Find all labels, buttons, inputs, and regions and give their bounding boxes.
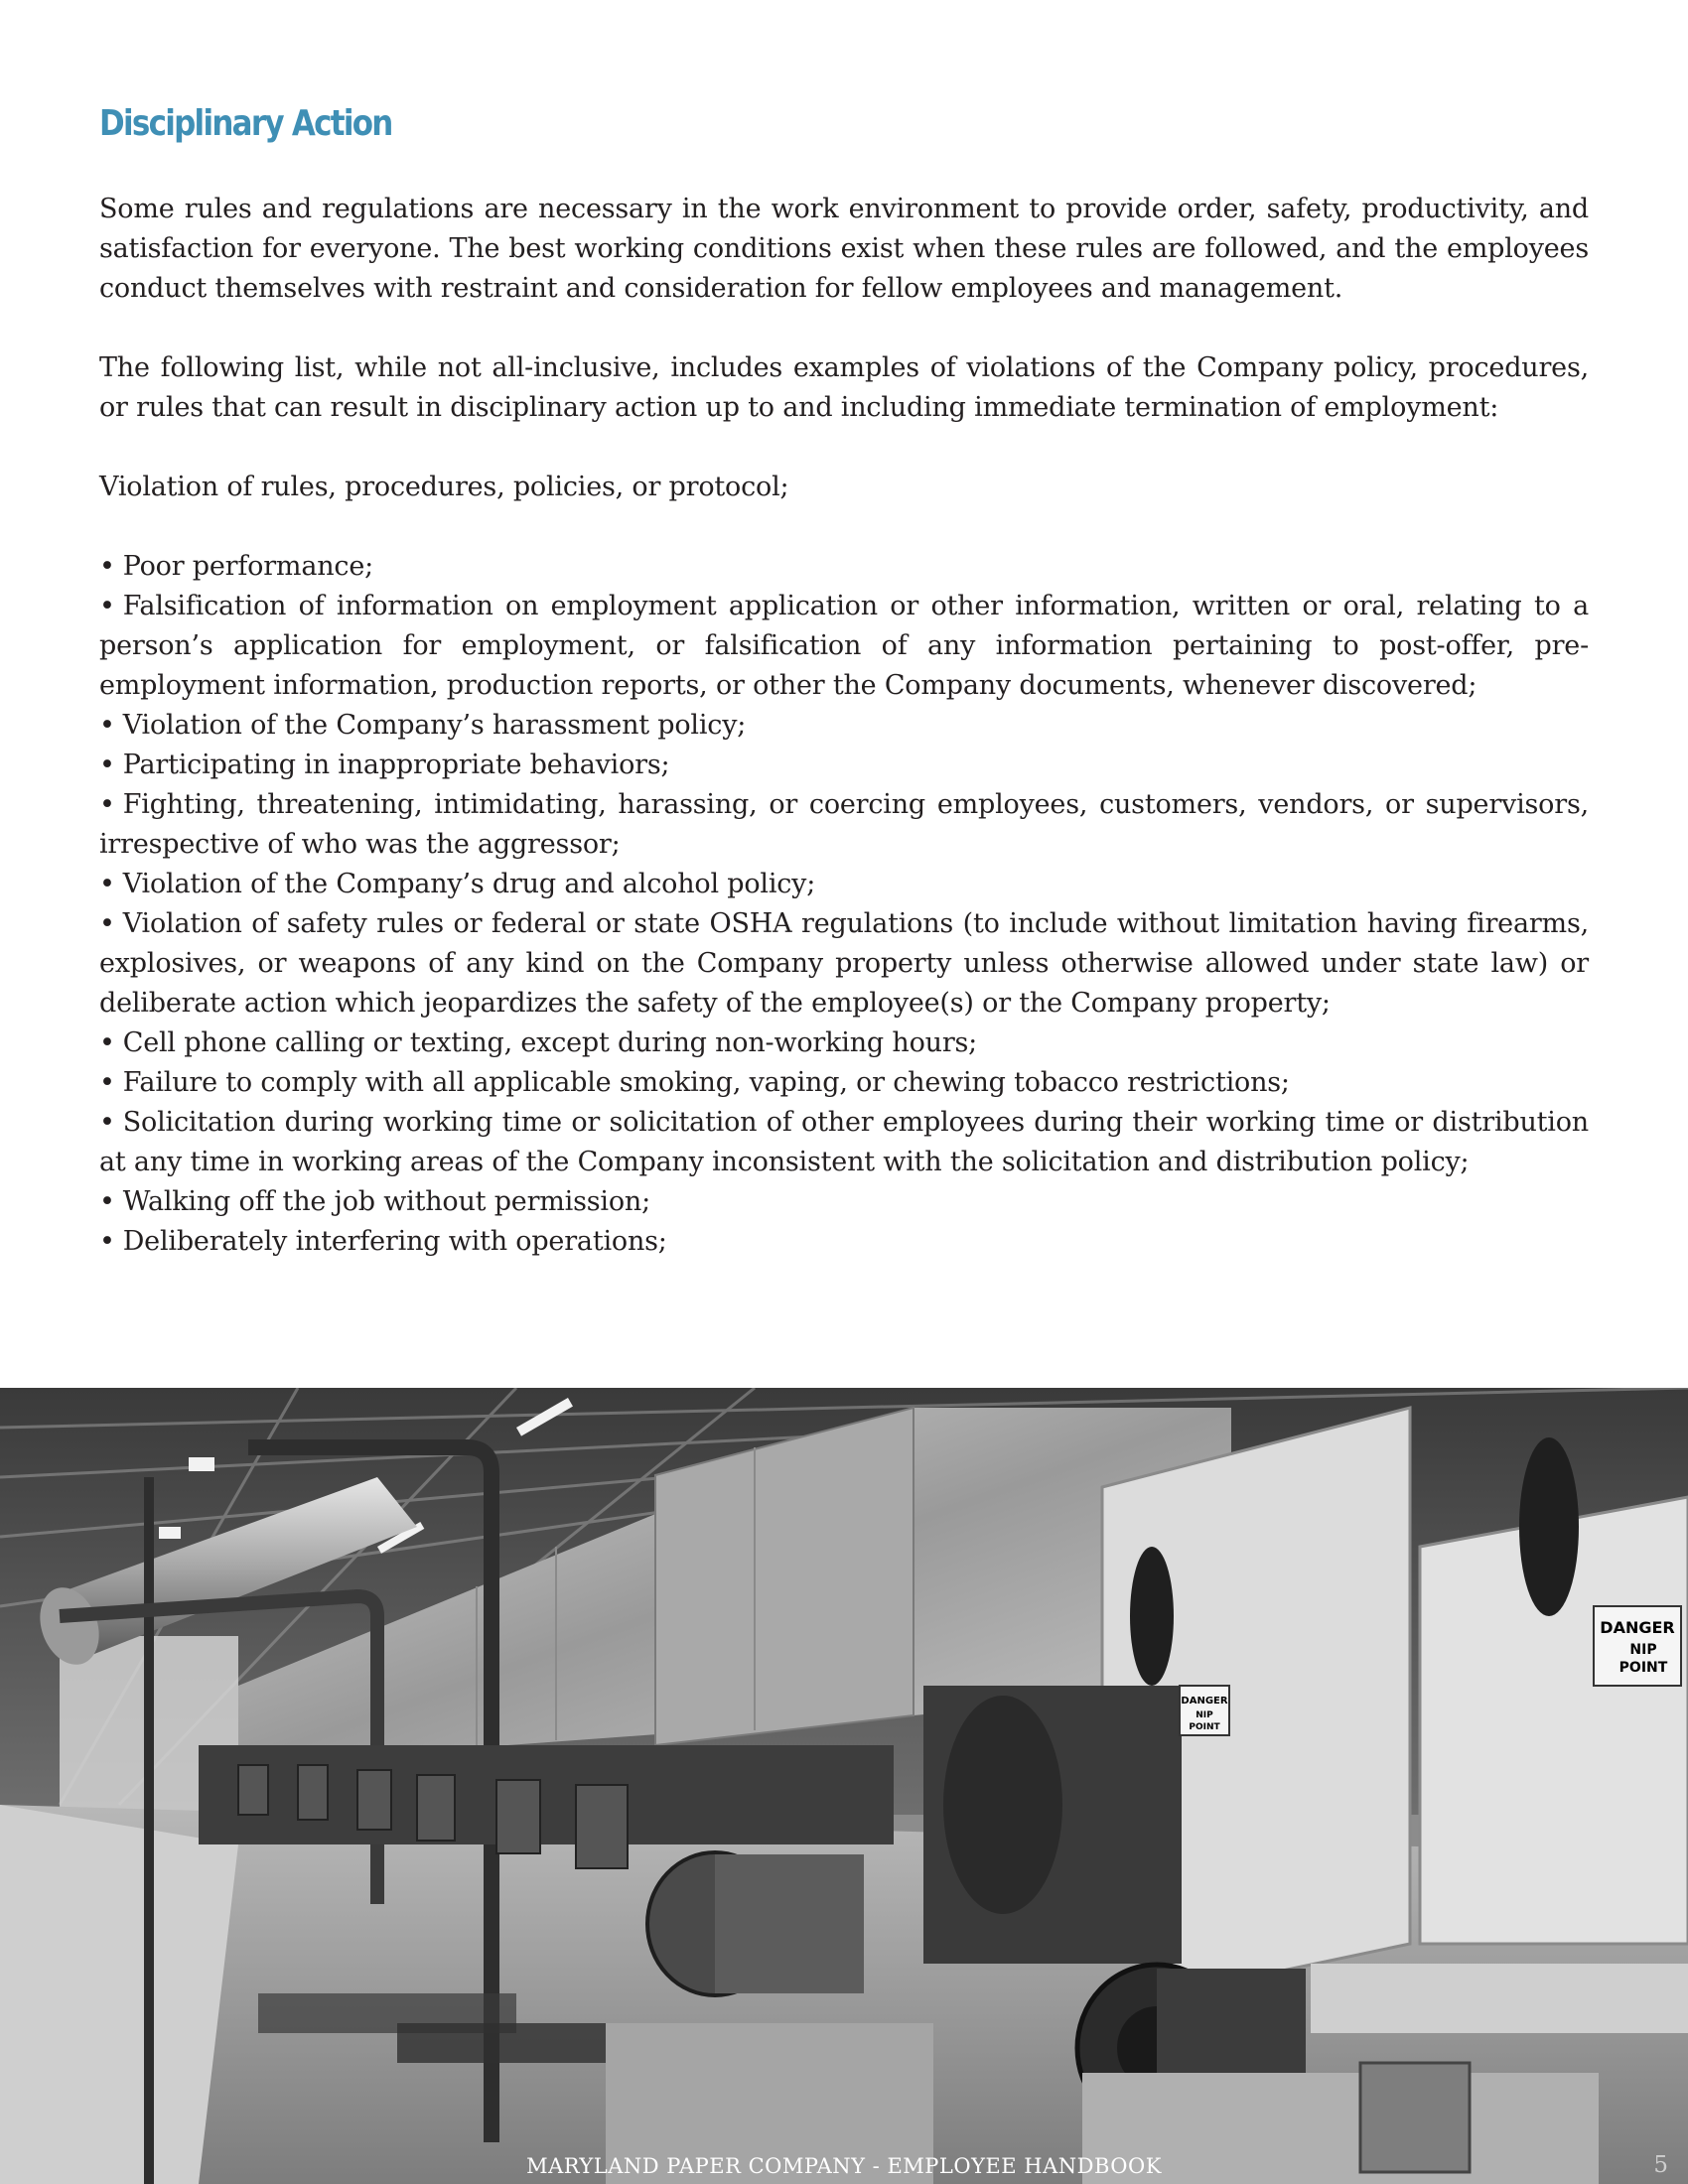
section-heading: Disciplinary Action [99, 103, 392, 144]
list-item-text: Solicitation during working time or solicitation of other employees during their working time or distribution at any time in working areas of the Company inconsistent with the solicitation and distribution policy; [99, 1107, 1589, 1177]
list-item [99, 865, 1589, 904]
list-item-text: Participating in inappropriate behaviors; [122, 750, 670, 780]
list-item-text: Poor performance; [122, 551, 374, 582]
bullet-icon: • [99, 1226, 115, 1257]
sign-point-text: POINT [1618, 1660, 1668, 1676]
bullet-icon: • [99, 1186, 115, 1217]
danger-sign-small [1180, 1686, 1229, 1735]
sign-nip-text: NIP [1196, 1710, 1213, 1720]
list-item [99, 904, 1589, 1024]
intro-paragraph: Some rules and regulations are necessary in the work environment to provide order, safety, productivity, and satisfaction for everyone. The best working conditions exist when these rules are followed, and the employees conduct themselves with restraint and consideration for fellow employees and management. [99, 194, 1589, 304]
paragraph-gap [99, 309, 1589, 348]
violation-line: Violation of rules, procedures, policies, or protocol; [99, 472, 789, 502]
bullet-icon: • [99, 591, 115, 621]
paragraph-gap [99, 428, 1589, 468]
list-item-text: Fighting, threatening, intimidating, harassing, or coercing employees, customers, vendors, or supervisors, irrespective of who was the aggressor; [99, 789, 1589, 860]
list-item-text: Cell phone calling or texting, except during non-working hours; [122, 1027, 978, 1058]
bullet-icon: • [99, 908, 115, 939]
list-item-text: Violation of the Company’s drug and alcohol policy; [122, 869, 816, 899]
paragraph-gap [99, 507, 1589, 547]
list-item-text: Deliberately interfering with operations; [122, 1226, 667, 1257]
bullet-icon: • [99, 1027, 115, 1058]
list-item [99, 547, 1589, 587]
bullet-icon: • [99, 789, 115, 820]
list-item-text: Violation of the Company’s harassment policy; [122, 710, 747, 741]
list-item [99, 706, 1589, 746]
list-item [99, 1182, 1589, 1222]
list-item [99, 746, 1589, 785]
paper-mill-photo [0, 1388, 1688, 2184]
footer-title: MARYLAND PAPER COMPANY - EMPLOYEE HANDBOOK [526, 2154, 1162, 2178]
list-item [99, 1024, 1589, 1063]
sign-point-text: POINT [1189, 1722, 1220, 1732]
list-item-text: Falsification of information on employment application or other information, written or oral, relating to a person’s application for employment, or falsification of any information pertaining to post-offer, pre-employment information, production reports, or other the Company documents, whenever discovered; [99, 591, 1589, 701]
bullet-icon: • [99, 1067, 115, 1098]
sign-danger-text: DANGER [1181, 1696, 1228, 1706]
list-item [99, 1103, 1589, 1182]
list-intro-paragraph: The following list, while not all-inclusive, includes examples of violations of the Company policy, procedures, or rules that can result in disciplinary action up to and including immediate termination of employment: [99, 352, 1589, 423]
paper-mill-illustration [0, 1388, 1688, 2184]
bullet-icon: • [99, 869, 115, 899]
page-number: 5 [1653, 2152, 1668, 2178]
list-item [99, 785, 1589, 865]
bullet-icon: • [99, 551, 115, 582]
list-item [99, 587, 1589, 706]
sign-danger-text: DANGER [1600, 1618, 1675, 1637]
list-item-text: Violation of safety rules or federal or state OSHA regulations (to include without limitation having firearms, explosives, or weapons of any kind on the Company property unless otherwise allowed under state law) or deliberate action which jeopardizes the safety of the employee(s) or the Company property; [99, 908, 1589, 1019]
bullet-icon: • [99, 750, 115, 780]
danger-sign-large [1594, 1606, 1681, 1686]
bullet-icon: • [99, 710, 115, 741]
page-content [99, 103, 1589, 1262]
list-item-text: Failure to comply with all applicable smoking, vaping, or chewing tobacco restrictions; [122, 1067, 1290, 1098]
sign-nip-text: NIP [1629, 1642, 1657, 1658]
bullet-icon: • [99, 1107, 115, 1138]
list-item [99, 1222, 1589, 1262]
list-item [99, 1063, 1589, 1103]
violations-list [99, 547, 1589, 1262]
list-item-text: Walking off the job without permission; [122, 1186, 650, 1217]
